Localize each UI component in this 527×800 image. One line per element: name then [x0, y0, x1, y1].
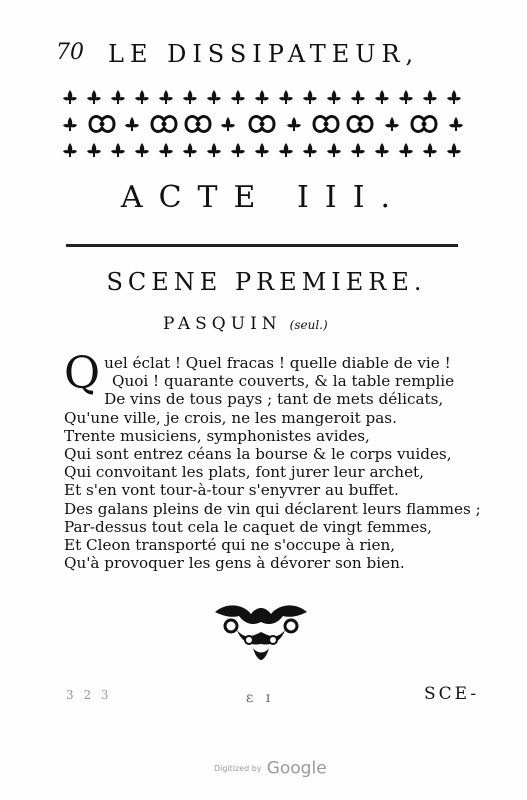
verse-line: Qui convoitant les plats, font jurer leur archet,	[64, 463, 424, 482]
running-title: LE DISSIPATEUR,	[108, 40, 420, 68]
signature-mark: 3 2 3	[66, 688, 112, 702]
act-heading: ACTE III.	[120, 180, 407, 215]
speaker-name: PASQUIN	[163, 314, 282, 334]
verse-line: Des galans pleins de vin qui déclarent leurs flammes ;	[64, 499, 481, 518]
verse-line: Et s'en vont tour-à-tour s'enyvrer au buffet.	[64, 481, 399, 500]
stage-direction: (seul.)	[289, 318, 328, 332]
verse-line: Qui sont entrez céans la bourse & le corps vuides,	[64, 445, 452, 464]
digitized-watermark	[214, 758, 327, 779]
running-head	[56, 36, 486, 70]
google-logo: Google	[266, 758, 327, 779]
horizontal-rule	[66, 244, 458, 247]
verse-block	[64, 348, 484, 573]
ornament-row-top	[63, 90, 461, 104]
verse-line: Trente musiciens, symphonistes avides,	[64, 426, 370, 445]
tailpiece-ornament	[207, 600, 315, 662]
verse-line: Et Cleon transporté qui ne s'occupe à rien,	[64, 536, 396, 555]
folio-mark: ε ɪ	[246, 690, 275, 706]
page-number: 70	[56, 40, 84, 65]
ornament-row-middle	[63, 117, 463, 132]
scene-heading: SCENE PREMIERE.	[106, 268, 427, 296]
verse-line: Par-dessus tout cela le caquet de vingt femmes,	[64, 517, 432, 536]
verse-line: uel éclat ! Quel fracas ! quelle diable de vie !	[104, 354, 451, 372]
speaker-line	[163, 314, 328, 334]
catchword: SCE-	[424, 684, 480, 704]
drop-cap: Q	[64, 348, 101, 399]
digitized-label: Digitized by	[214, 764, 262, 773]
verse-line: Qu'une ville, je crois, ne les mangeroit pas.	[64, 408, 397, 427]
verse-line: De vins de tous pays ; tant de mets délicats,	[104, 390, 444, 409]
verse-line: Quoi ! quarante couverts, & la table remplie	[112, 372, 455, 391]
printers-ornament-band	[58, 86, 468, 162]
verse-line: Qu'à provoquer les gens à dévorer son bien.	[64, 554, 405, 573]
ornament-row-bottom	[63, 143, 461, 157]
